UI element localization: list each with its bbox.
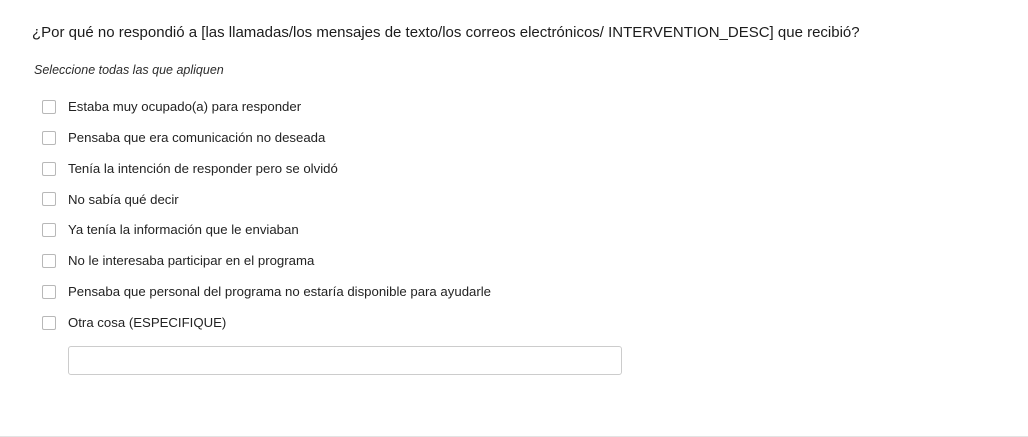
checkbox-option-list bbox=[32, 99, 998, 331]
checkbox-icon[interactable] bbox=[42, 285, 56, 299]
option-label: No sabía qué decir bbox=[68, 191, 179, 207]
other-text-entry-wrapper bbox=[32, 346, 998, 375]
page-title: ¿Por qué no respondió a [las llamadas/los mensajes de texto/los correos electrónicos/ INTERVENTION_DESC] que recibió? bbox=[32, 24, 860, 41]
option-label: No le interesaba participar en el programa bbox=[68, 253, 315, 269]
list-item[interactable] bbox=[32, 99, 998, 115]
list-item[interactable] bbox=[32, 130, 998, 146]
list-item[interactable] bbox=[32, 161, 998, 177]
checkbox-icon[interactable] bbox=[42, 192, 56, 206]
list-item[interactable] bbox=[32, 192, 998, 208]
checkbox-icon[interactable] bbox=[42, 100, 56, 114]
checkbox-icon[interactable] bbox=[42, 162, 56, 176]
option-label: Pensaba que era comunicación no deseada bbox=[68, 129, 326, 145]
list-item[interactable] bbox=[32, 222, 998, 238]
list-item[interactable] bbox=[32, 315, 998, 331]
selection-instruction: Seleccione todas las que apliquen bbox=[34, 63, 224, 77]
option-label: Estaba muy ocupado(a) para responder bbox=[68, 99, 302, 114]
option-label: Pensaba que personal del programa no estaría disponible para ayudarle bbox=[68, 284, 492, 300]
option-label: Ya tenía la información que le enviaban bbox=[68, 222, 299, 238]
list-item[interactable] bbox=[32, 253, 998, 269]
checkbox-icon[interactable] bbox=[42, 316, 56, 330]
other-specify-input[interactable] bbox=[68, 346, 622, 375]
option-label: Tenía la intención de responder pero se olvidó bbox=[68, 160, 338, 176]
checkbox-icon[interactable] bbox=[42, 254, 56, 268]
list-item[interactable] bbox=[32, 284, 998, 300]
option-label: Otra cosa (ESPECIFIQUE) bbox=[68, 314, 227, 330]
checkbox-icon[interactable] bbox=[42, 223, 56, 237]
checkbox-icon[interactable] bbox=[42, 131, 56, 145]
